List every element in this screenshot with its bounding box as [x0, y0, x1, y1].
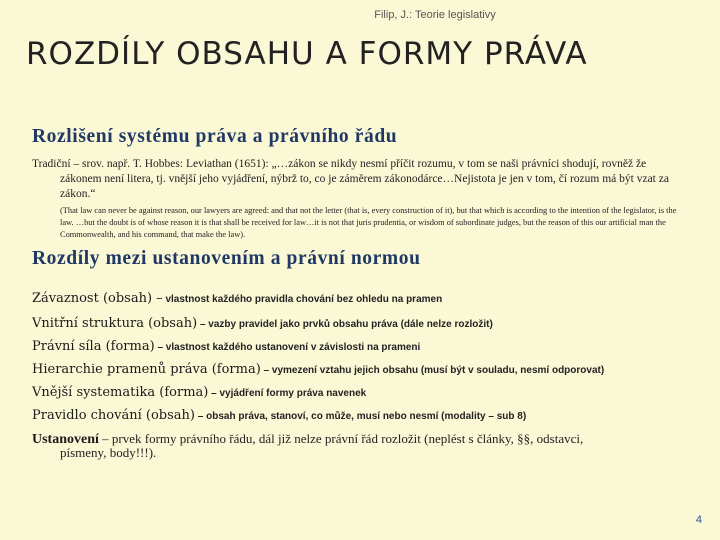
item-term: Vnější systematika (forma) [32, 385, 209, 400]
section-heading-1: Rozlišení systému práva a právního řádu [32, 126, 398, 147]
item-term: Právní síla (forma) [32, 339, 155, 354]
paragraph-line: Tradiční – srov. např. T. Hobbes: Leviathan (1651): „…zákon se nikdy nesmí příčit rozumu, v tom se naši právníci shodují, rovněž že [32, 158, 647, 170]
paragraph-line: zákon.“ [60, 188, 96, 200]
list-item [32, 314, 493, 332]
item-desc: – prvek formy právního řádu, dál již nelze právní řád rozložit (neplést s články, §§, odstavci, [98, 431, 584, 446]
ustanoveni-item [32, 432, 712, 459]
item-term: Ustanovení [32, 432, 99, 447]
slide-title: ROZDÍLY OBSAHU A FORMY PRÁVA [26, 36, 588, 72]
item-desc: – obsah práva, stanoví, co může, musí nebo nesmí (modality – sub 8) [194, 411, 527, 422]
hobbes-paragraph [32, 157, 692, 202]
item-term: Vnitřní struktura (obsah) [32, 316, 198, 331]
list-item [32, 383, 366, 401]
item-desc: – vymezení vztahu jejich obsahu (musí být v souladu, nesmí odporovat) [260, 365, 605, 376]
item-desc: – vlastnost každého ustanovení v závislosti na prameni [154, 342, 421, 353]
page-number: 4 [695, 514, 702, 526]
item-desc: – vazby pravidel jako prvků obsahu práva (dále nelze rozložit) [197, 319, 493, 330]
item-term: Hierarchie pramenů práva (forma) [32, 362, 261, 377]
item-term: Závaznost (obsah) – [32, 291, 163, 306]
paragraph-line: zákonem není litera, tj. vnější jeho vyjádření, nýbrž to, co je záměrem zákonodárce…Nejistota je jen v tom, čí rozum má být vzat za [60, 173, 669, 185]
list-item [32, 289, 442, 307]
item-term: Pravidlo chování (obsah) [32, 408, 195, 423]
slide-header: Filip, J.: Teorie legislativy [374, 9, 496, 21]
item-desc: vlastnost každého pravidla chování bez ohledu na pramen [162, 294, 443, 305]
list-item [32, 406, 526, 424]
item-desc: – vyjádření formy práva navenek [208, 388, 367, 399]
english-quote-note: (That law can never be against reason, our lawyers are agreed: and that not the letter (that is, every construction of it), but that which is according to the intention of the legislator, is the law. …but the doubt is of whose reason it is that shall be received for law…it is not that juris prudentia, or wisdom of subordinate judges, but the reason of this our artificial man the Commonwealth, and his command, that make the law). [60, 206, 677, 239]
list-item [32, 360, 604, 378]
list-item [32, 337, 420, 355]
item-desc-cont: písmeny, body!!!). [60, 445, 157, 460]
section-heading-2: Rozdíly mezi ustanovením a právní normou [32, 248, 421, 269]
